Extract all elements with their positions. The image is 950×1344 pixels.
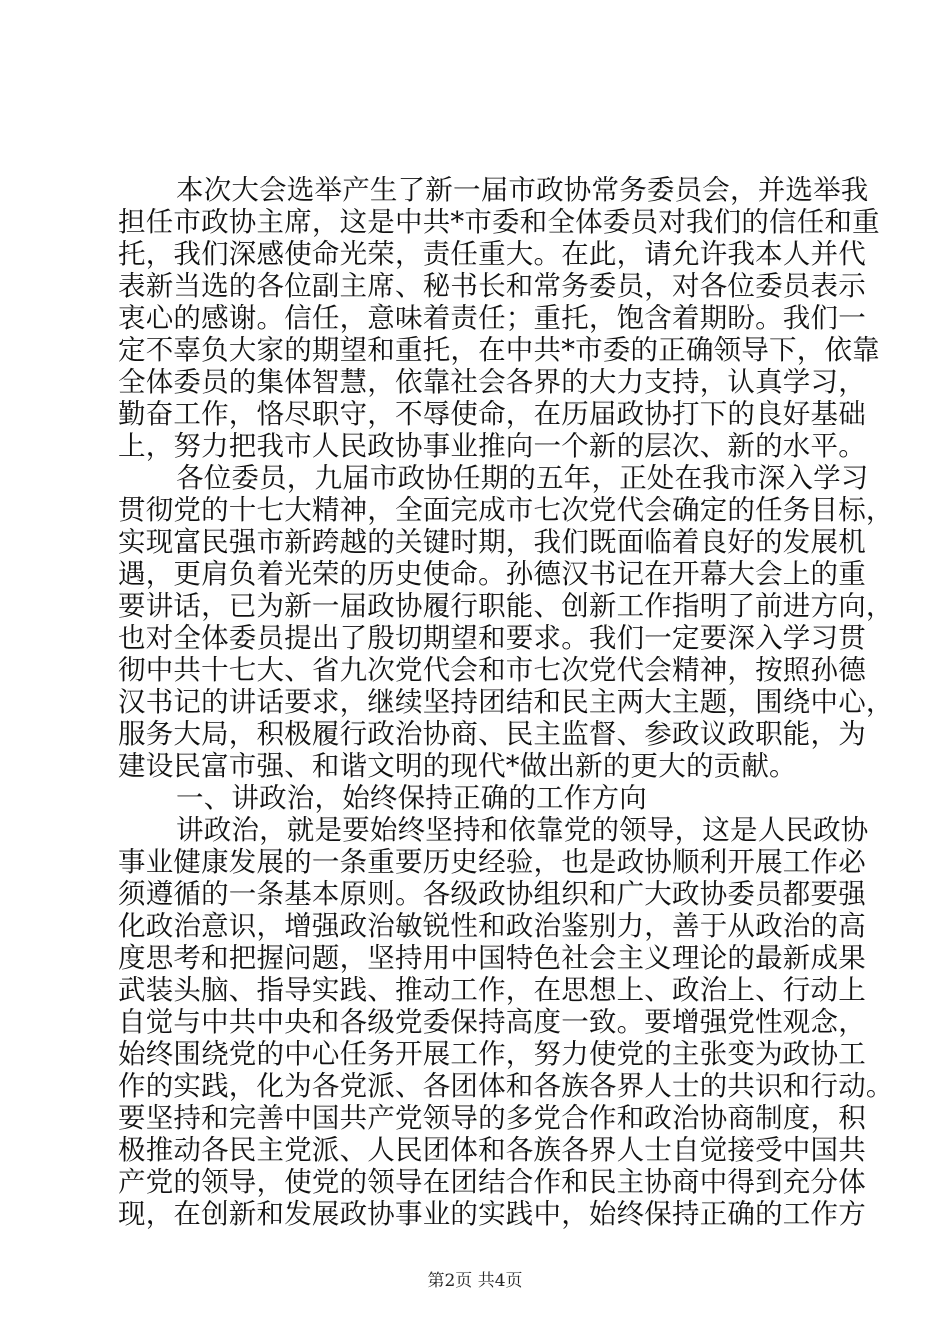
text-line: 武装头脑、指导实践、推动工作，在思想上、政治上、行动上 bbox=[118, 974, 866, 1006]
text-line: 实现富民强市新跨越的关键时期，我们既面临着良好的发展机 bbox=[118, 526, 866, 558]
page-footer: 第2页 共4页 bbox=[427, 1271, 523, 1291]
text-line: 度思考和把握问题，坚持用中国特色社会主义理论的最新成果 bbox=[118, 942, 866, 974]
text-line: 也对全体委员提出了殷切期望和要求。我们一定要深入学习贯 bbox=[118, 622, 866, 654]
text-line: 产党的领导，使党的领导在团结合作和民主协商中得到充分体 bbox=[118, 1166, 866, 1198]
text-line: 要讲话，已为新一届政协履行职能、创新工作指明了前进方向， bbox=[118, 590, 894, 622]
text-line: 贯彻党的十七大精神，全面完成市七次党代会确定的任务目标， bbox=[118, 494, 894, 526]
text-line: 衷心的感谢。信任，意味着责任；重托，饱含着期盼。我们一 bbox=[118, 302, 866, 334]
text-line: 托，我们深感使命光荣，责任重大。在此，请允许我本人并代 bbox=[118, 238, 866, 270]
text-line: 汉书记的讲话要求，继续坚持团结和民主两大主题，围绕中心， bbox=[118, 686, 894, 718]
text-line: 遇，更肩负着光荣的历史使命。孙德汉书记在开幕大会上的重 bbox=[118, 558, 866, 590]
text-line: 始终围绕党的中心任务开展工作，努力使党的主张变为政协工 bbox=[118, 1038, 866, 1070]
text-line: 建设民富市强、和谐文明的现代*做出新的更大的贡献。 bbox=[118, 750, 797, 782]
text-line: 各位委员，九届市政协任期的五年，正处在我市深入学习 bbox=[176, 462, 869, 494]
text-line: 服务大局，积极履行政治协商、民主监督、参政议政职能，为 bbox=[118, 718, 866, 750]
text-line: 自觉与中共中央和各级党委保持高度一致。要增强党性观念， bbox=[118, 1006, 866, 1038]
text-line: 极推动各民主党派、人民团体和各族各界人士自觉接受中国共 bbox=[118, 1134, 866, 1166]
text-line: 本次大会选举产生了新一届市政协常务委员会，并选举我 bbox=[176, 174, 869, 206]
text-line: 须遵循的一条基本原则。各级政协组织和广大政协委员都要强 bbox=[118, 878, 866, 910]
text-line: 表新当选的各位副主席、秘书长和常务委员，对各位委员表示 bbox=[118, 270, 866, 302]
text-line: 彻中共十七大、省九次党代会和市七次党代会精神，按照孙德 bbox=[118, 654, 866, 686]
text-line: 现，在创新和发展政协事业的实践中，始终保持正确的工作方 bbox=[118, 1198, 866, 1230]
text-line: 化政治意识，增强政治敏锐性和政治鉴别力，善于从政治的高 bbox=[118, 910, 866, 942]
section-heading: 一、讲政治，始终保持正确的工作方向 bbox=[176, 782, 647, 814]
text-line: 定不辜负大家的期望和重托，在中共*市委的正确领导下，依靠 bbox=[118, 334, 880, 366]
text-line: 全体委员的集体智慧，依靠社会各界的大力支持，认真学习， bbox=[118, 366, 866, 398]
text-line: 要坚持和完善中国共产党领导的多党合作和政治协商制度，积 bbox=[118, 1102, 866, 1134]
text-line: 作的实践，化为各党派、各团体和各族各界人士的共识和行动。 bbox=[118, 1070, 894, 1102]
text-line: 上，努力把我市人民政协事业推向一个新的层次、新的水平。 bbox=[118, 430, 866, 462]
text-line: 讲政治，就是要始终坚持和依靠党的领导，这是人民政协 bbox=[176, 814, 869, 846]
text-line: 事业健康发展的一条重要历史经验，也是政协顺利开展工作必 bbox=[118, 846, 866, 878]
text-line: 担任市政协主席，这是中共*市委和全体委员对我们的信任和重 bbox=[118, 206, 880, 238]
text-line: 勤奋工作，恪尽职守，不辱使命，在历届政协打下的良好基础 bbox=[118, 398, 866, 430]
